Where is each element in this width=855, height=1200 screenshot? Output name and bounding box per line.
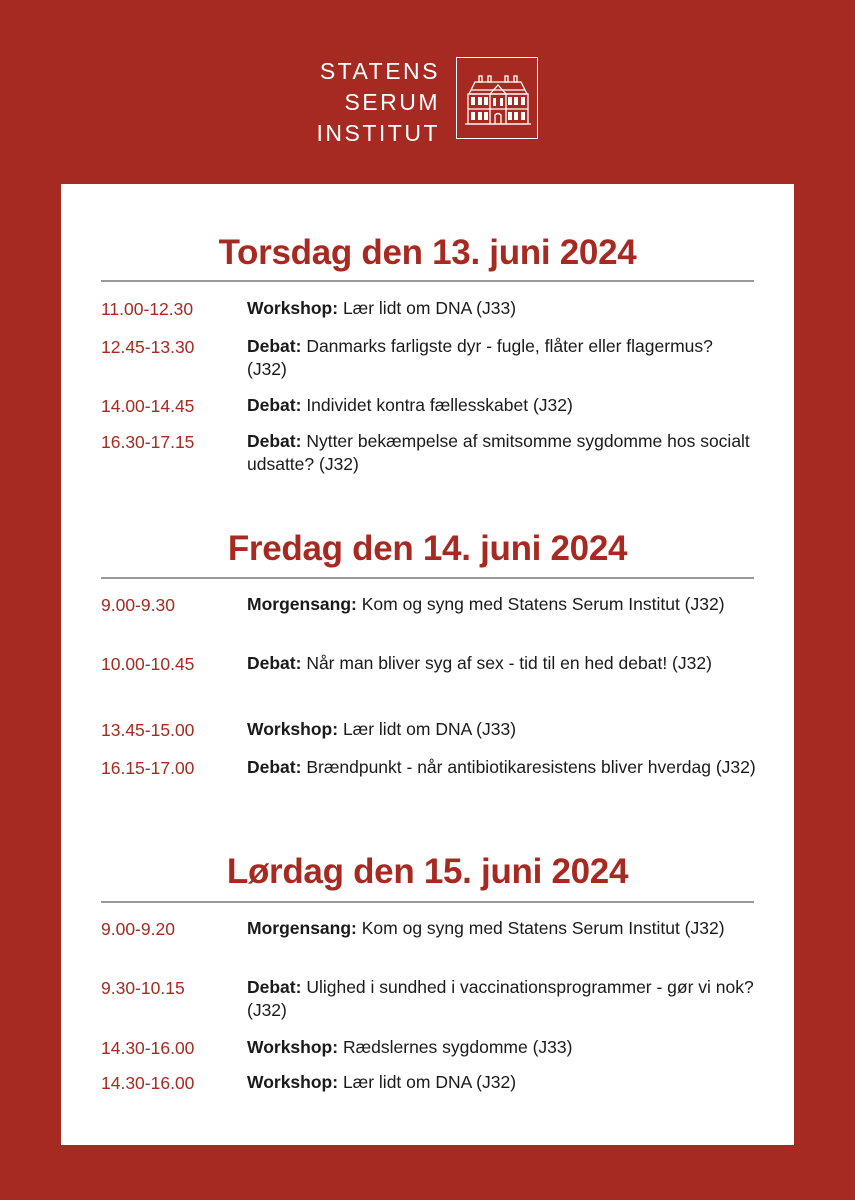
event-type: Debat:	[247, 757, 302, 777]
event-text: Lær lidt om DNA (J33)	[338, 719, 517, 739]
event-time: 12.45-13.30	[101, 337, 195, 357]
day-title: Torsdag den 13. juni 2024	[218, 233, 637, 272]
header	[0, 0, 855, 160]
event-time: 11.00-12.30	[101, 299, 194, 319]
event-description	[247, 297, 757, 320]
brand-line: SERUM	[344, 89, 440, 115]
event-type: Workshop:	[247, 298, 339, 318]
brand-line: INSTITUT	[316, 120, 440, 146]
event-text: Kom og syng med Statens Serum Institut (J32)	[356, 594, 725, 614]
event-type: Workshop:	[247, 719, 339, 739]
event-time: 9.00-9.20	[101, 919, 175, 939]
event-description	[247, 917, 757, 940]
divider	[101, 280, 754, 282]
event-description	[247, 335, 757, 381]
day-title: Lørdag den 15. juni 2024	[226, 852, 629, 891]
event-type: Morgensang:	[247, 918, 357, 938]
day-section	[61, 231, 794, 275]
event-text: Nytter bekæmpelse af smitsomme sygdomme hos socialt udsatte? (J32)	[247, 431, 750, 474]
event-description	[247, 1036, 757, 1059]
event-time: 13.45-15.00	[101, 720, 195, 740]
event-text: Brændpunkt - når antibiotikaresistens bliver hverdag (J32)	[301, 757, 756, 777]
event-description	[247, 652, 757, 675]
event-description	[247, 756, 757, 779]
event-description	[247, 593, 757, 616]
event-time: 14.00-14.45	[101, 396, 195, 416]
brand-line: STATENS	[319, 58, 440, 84]
event-text: Danmarks farligste dyr - fugle, flåter eller flagermus? (J32)	[247, 336, 713, 379]
event-time: 9.30-10.15	[101, 978, 185, 998]
event-text: Lær lidt om DNA (J33)	[338, 298, 517, 318]
brand-name	[300, 56, 440, 149]
event-type: Debat:	[247, 977, 302, 997]
event-text: Lær lidt om DNA (J32)	[338, 1072, 517, 1092]
event-description	[247, 976, 757, 1022]
event-type: Debat:	[247, 395, 302, 415]
day-section	[61, 527, 794, 571]
event-type: Debat:	[247, 431, 302, 451]
event-text: Individet kontra fællesskabet (J32)	[301, 395, 573, 415]
event-time: 14.30-16.00	[101, 1073, 195, 1093]
day-title: Fredag den 14. juni 2024	[227, 529, 628, 568]
event-description	[247, 394, 757, 417]
divider	[101, 577, 754, 579]
building-icon	[456, 57, 538, 139]
event-time: 16.15-17.00	[101, 758, 195, 778]
event-description	[247, 430, 757, 476]
event-text: Ulighed i sundhed i vaccinationsprogrammer - gør vi nok? (J32)	[247, 977, 754, 1020]
event-time: 16.30-17.15	[101, 432, 195, 452]
event-type: Debat:	[247, 653, 302, 673]
program-panel	[61, 184, 794, 1145]
day-section	[61, 850, 794, 894]
divider	[101, 901, 754, 903]
event-type: Workshop:	[247, 1037, 339, 1057]
event-description	[247, 1071, 757, 1094]
event-type: Workshop:	[247, 1072, 339, 1092]
event-text: Kom og syng med Statens Serum Institut (J32)	[356, 918, 725, 938]
event-time: 10.00-10.45	[101, 654, 195, 674]
event-time: 14.30-16.00	[101, 1038, 195, 1058]
event-description	[247, 718, 757, 741]
event-time: 9.00-9.30	[101, 595, 175, 615]
event-type: Debat:	[247, 336, 302, 356]
event-text: Når man bliver syg af sex - tid til en hed debat! (J32)	[301, 653, 712, 673]
event-text: Rædslernes sygdomme (J33)	[338, 1037, 573, 1057]
event-type: Morgensang:	[247, 594, 357, 614]
